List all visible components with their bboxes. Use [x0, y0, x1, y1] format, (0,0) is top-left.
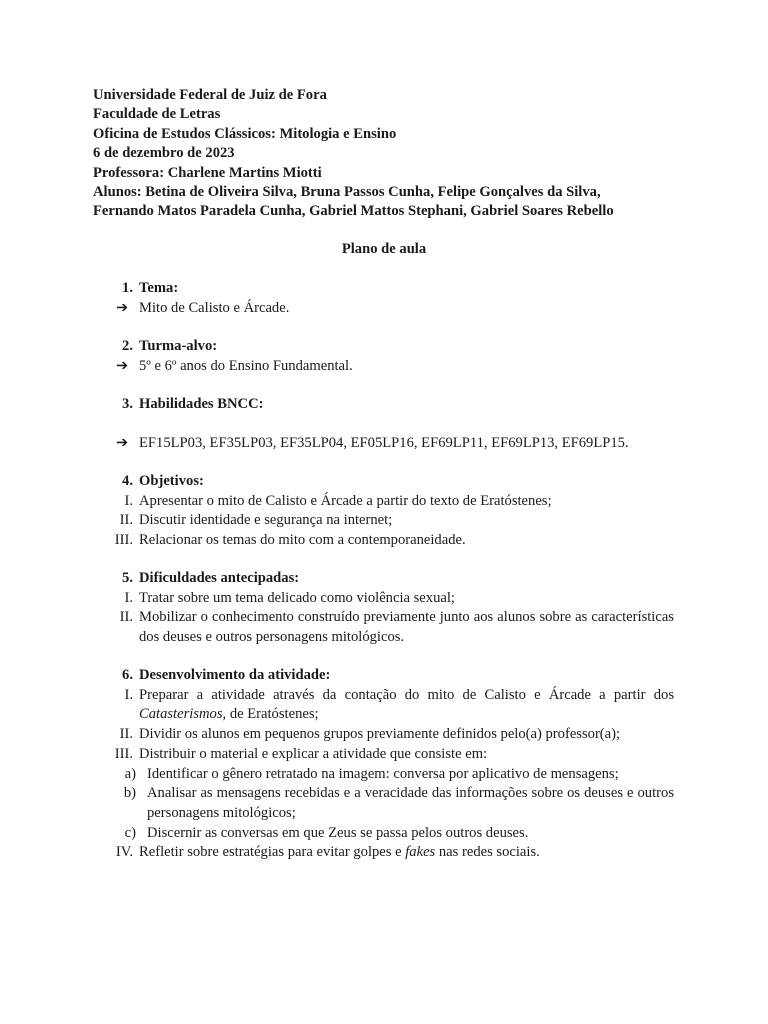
item-text-part: Refletir sobre estratégias para evitar golpes e — [139, 844, 406, 861]
section-heading — [93, 666, 674, 686]
item-number: II. — [119, 512, 133, 529]
sub-list-item — [93, 824, 674, 844]
students-line-2: Fernando Matos Paradela Cunha, Gabriel Mattos Stephani, Gabriel Soares Rebello — [93, 203, 614, 220]
list-item — [93, 531, 674, 551]
section-number: 5. — [122, 570, 133, 586]
bullet-item — [93, 299, 674, 319]
bullet-text: 5º e 6º anos do Ensino Fundamental. — [139, 357, 353, 374]
item-text: Discutir identidade e segurança na internet; — [139, 512, 393, 529]
list-item — [93, 589, 674, 609]
faculty-name: Faculdade de Letras — [93, 106, 221, 123]
bullet-text: Mito de Calisto e Árcade. — [139, 299, 290, 316]
item-number: I. — [124, 686, 133, 703]
item-text-part: Preparar a atividade através da contação do mito de Calisto e Árcade a partir dos — [139, 686, 674, 703]
sub-item-letter: a) — [124, 765, 136, 782]
list-item — [93, 511, 674, 531]
arrow-right-icon: ➔ — [116, 357, 129, 374]
section-number: 3. — [122, 396, 133, 412]
section-turma-alvo — [93, 337, 674, 376]
list-item — [93, 686, 674, 725]
section-title: Tema: — [139, 280, 179, 296]
workshop-name: Oficina de Estudos Clássicos: Mitologia e Ensino — [93, 125, 397, 142]
arrow-right-icon: ➔ — [116, 299, 129, 316]
arrow-right-icon: ➔ — [116, 435, 129, 452]
item-text: Distribuir o material e explicar a atividade que consiste em: — [139, 745, 488, 762]
section-number: 2. — [122, 338, 133, 354]
sub-item-letter: c) — [124, 824, 136, 841]
item-number: III. — [114, 745, 133, 762]
item-text: Relacionar os temas do mito com a contemporaneidade. — [139, 532, 466, 549]
item-text-part: nas redes sociais. — [435, 844, 540, 861]
section-objetivos — [93, 472, 674, 551]
section-title: Turma-alvo: — [139, 338, 218, 354]
bullet-item — [93, 357, 674, 377]
section-heading — [93, 279, 674, 299]
section-title: Objetivos: — [139, 473, 204, 489]
section-heading — [93, 472, 674, 492]
teacher-name: Professora: Charlene Martins Miotti — [93, 164, 322, 181]
list-item — [93, 608, 674, 647]
bullet-item — [93, 434, 674, 454]
section-title: Habilidades BNCC: — [139, 396, 264, 412]
document-date: 6 de dezembro de 2023 — [93, 145, 235, 162]
bullet-text: EF15LP03, EF35LP03, EF35LP04, EF05LP16, EF69LP11, EF69LP13, EF69LP15. — [139, 435, 629, 452]
sub-item-text: Identificar o gênero retratado na imagem: conversa por aplicativo de mensagens; — [147, 765, 619, 782]
section-number: 1. — [122, 280, 133, 296]
list-item — [93, 745, 674, 765]
section-habilidades — [93, 395, 674, 454]
item-number: I. — [124, 589, 133, 606]
section-desenvolvimento — [93, 666, 674, 863]
list-item — [93, 843, 674, 863]
document-header — [93, 86, 614, 222]
item-text — [139, 687, 674, 723]
section-tema — [93, 279, 674, 318]
page-title: Plano de aula — [341, 241, 427, 257]
item-text: Mobilizar o conhecimento construído previamente junto aos alunos sobre as características dos deuses e outros personagens mitológicos. — [139, 609, 674, 646]
item-number: IV. — [115, 844, 133, 861]
italic-term: fakes — [405, 844, 436, 861]
italic-term: Catasterismos — [139, 706, 223, 723]
section-title: Dificuldades antecipadas: — [139, 570, 300, 586]
item-number: III. — [114, 532, 133, 549]
section-heading — [93, 337, 674, 357]
section-number: 6. — [122, 667, 133, 683]
item-text-part: , de Eratóstenes; — [222, 706, 319, 723]
section-number: 4. — [122, 473, 133, 489]
students-line-1: Alunos: Betina de Oliveira Silva, Bruna Passos Cunha, Felipe Gonçalves da Silva, — [93, 184, 601, 201]
item-text: Tratar sobre um tema delicado como violência sexual; — [139, 589, 455, 606]
sub-list-item — [93, 765, 674, 785]
sub-item-text: Discernir as conversas em que Zeus se passa pelos outros deuses. — [147, 824, 529, 841]
section-heading — [93, 395, 674, 415]
sub-list-item — [93, 784, 674, 823]
sub-item-letter: b) — [123, 785, 136, 802]
section-heading — [93, 569, 674, 589]
item-text — [139, 844, 540, 860]
item-text: Apresentar o mito de Calisto e Árcade a partir do texto de Eratóstenes; — [139, 492, 552, 509]
sub-item-text: Analisar as mensagens recebidas e a veracidade das informações sobre os deuses e outros personagens mitológicos; — [147, 785, 674, 821]
item-number: II. — [119, 726, 133, 743]
item-number: I. — [124, 492, 133, 509]
section-dificuldades — [93, 569, 674, 648]
item-text: Dividir os alunos em pequenos grupos previamente definidos pelo(a) professor(a); — [139, 726, 621, 743]
list-item — [93, 492, 674, 512]
list-item — [93, 725, 674, 745]
university-name: Universidade Federal de Juiz de Fora — [93, 87, 327, 103]
item-number: II. — [119, 609, 133, 626]
section-title: Desenvolvimento da atividade: — [139, 667, 331, 683]
